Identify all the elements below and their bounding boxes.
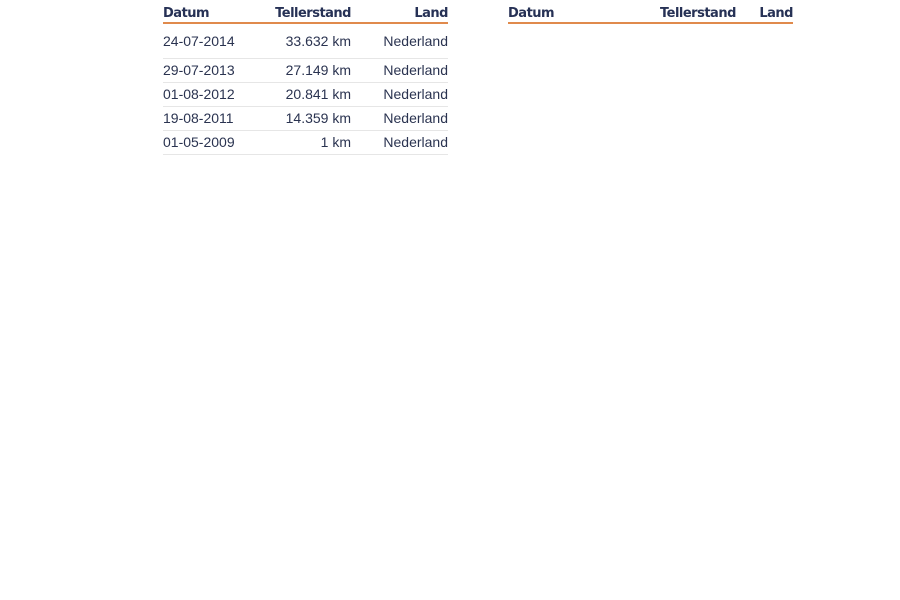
table-row xyxy=(163,107,448,131)
cell-tellerstand: 1 km xyxy=(255,131,351,155)
cell-tellerstand: 20.841 km xyxy=(255,83,351,107)
cell-land: Nederland xyxy=(351,23,448,59)
cell-datum: 01-08-2012 xyxy=(163,83,255,107)
table-header-row xyxy=(508,0,793,23)
cell-land: Nederland xyxy=(351,131,448,155)
column-header-land: Land xyxy=(351,0,448,23)
odometer-history-table-right xyxy=(508,0,793,24)
column-header-land: Land xyxy=(696,0,793,23)
cell-datum: 01-05-2009 xyxy=(163,131,255,155)
column-header-datum: Datum xyxy=(163,0,255,23)
table-header-row xyxy=(163,0,448,23)
column-header-tellerstand: Tellerstand xyxy=(255,0,351,23)
cell-datum: 24-07-2014 xyxy=(163,23,255,59)
cell-land: Nederland xyxy=(351,59,448,83)
table-row xyxy=(163,131,448,155)
cell-tellerstand: 33.632 km xyxy=(255,23,351,59)
table-row xyxy=(163,83,448,107)
cell-tellerstand: 27.149 km xyxy=(255,59,351,83)
column-header-tellerstand: Tellerstand xyxy=(600,0,696,23)
table-row xyxy=(163,59,448,83)
table-row xyxy=(163,23,448,59)
cell-datum: 19-08-2011 xyxy=(163,107,255,131)
odometer-history-table-left xyxy=(163,0,448,155)
cell-tellerstand: 14.359 km xyxy=(255,107,351,131)
cell-land: Nederland xyxy=(351,83,448,107)
cell-land: Nederland xyxy=(351,107,448,131)
cell-datum: 29-07-2013 xyxy=(163,59,255,83)
column-header-datum: Datum xyxy=(508,0,600,23)
